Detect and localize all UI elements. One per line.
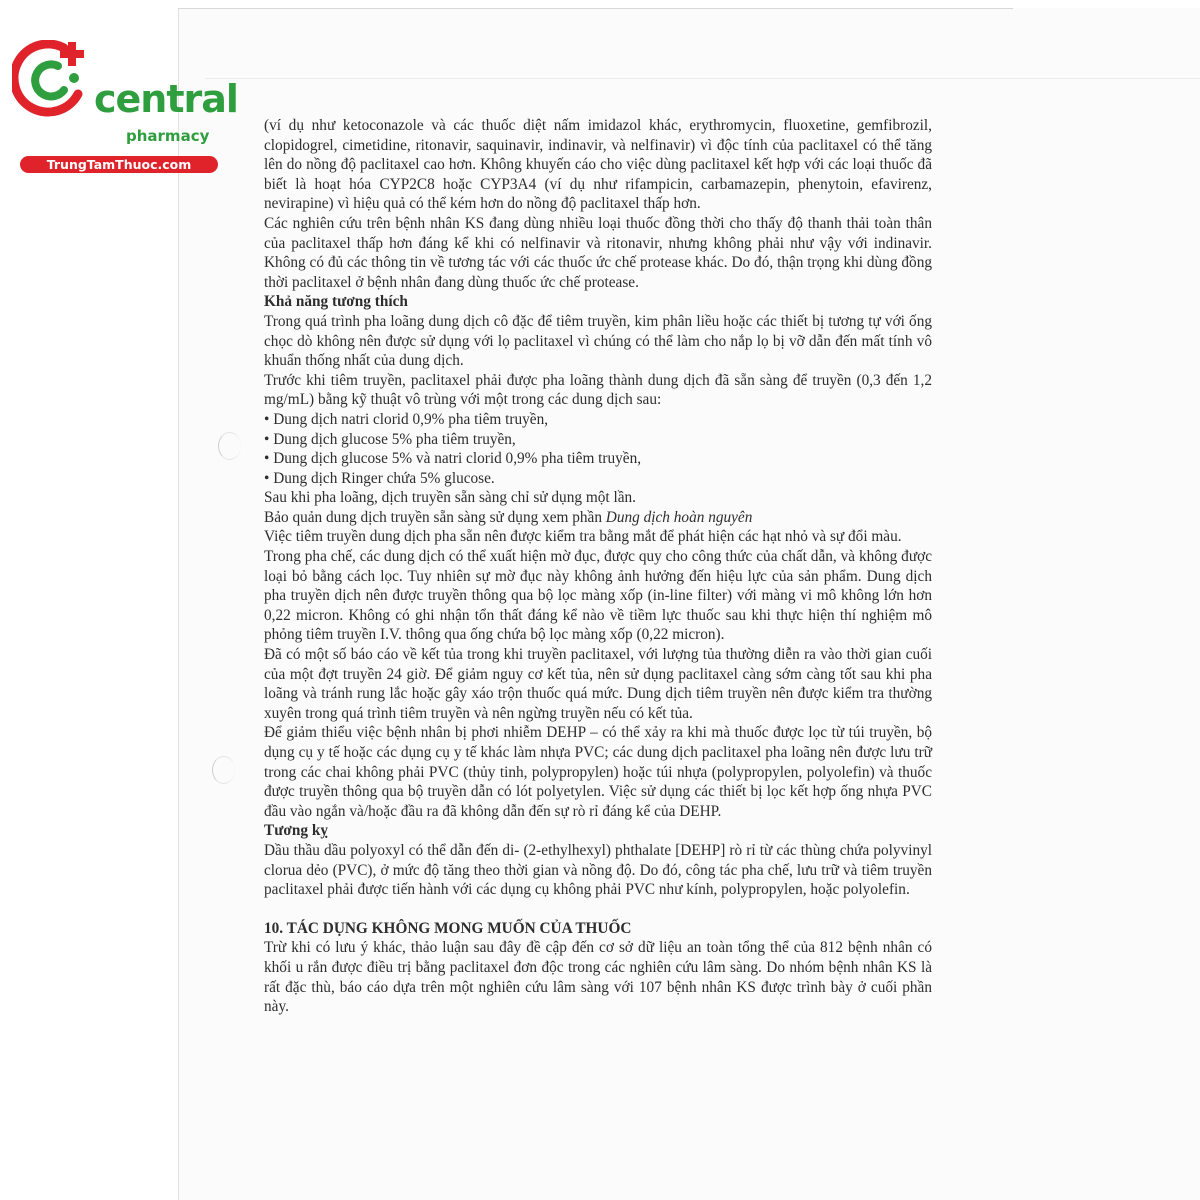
- central-pharmacy-logo[interactable]: [8, 38, 238, 172]
- paragraph: (ví dụ như ketoconazole và các thuốc diệt nấm imidazol khác, erythromycin, fluoxetine, gemfibrozil, clopidogrel, cimetidine, ritonavir, saquinavir, indinavir, và nelfinavir) vì độc tính của paclitaxel có thể tăng lên do nồng độ paclitaxel cao hơn. Không khuyến cáo cho việc dùng paclitaxel kết hợp với các loại thuốc đã biết là hoạt hóa CYP2C8 hoặc CYP3A4 (ví dụ như rifampicin, carbamazepin, phenytoin, efavirenz, nevirapine) vì hiệu quả có thể kém hơn do nồng độ paclitaxel thấp hơn.: [264, 117, 932, 213]
- logo-sub-text: pharmacy: [126, 127, 210, 145]
- paragraph: Để giảm thiểu việc bệnh nhân bị phơi nhiễm DEHP – có thể xảy ra khi mà thuốc được lọc từ túi truyền, bộ dụng cụ y tế hoặc các dụng cụ y tế khác làm nhựa PVC; các dung dịch paclitaxel pha loãng nên được lưu trữ trong các chai không phải PVC (thủy tinh, polypropylen) hoặc túi nhựa (polypropylen, polyolefin) và thuốc được truyền thông qua bộ truyền dẫn có lót polyetylen. Việc sử dụng các thiết bị lọc kết hợp ống nhựa PVC đầu vào ngắn và/hoặc đầu ra đã không dẫn đến sự rò rỉ đáng kể của DEHP.: [264, 724, 932, 820]
- document-body: [264, 116, 932, 1017]
- paragraph: Các nghiên cứu trên bệnh nhân KS đang dùng nhiều loại thuốc đồng thời cho thấy độ thanh thải toàn thân của paclitaxel thấp hơn đáng kể khi có nelfinavir và ritonavir, nhưng không phải như vậy với indinavir. Không có đủ các thông tin về tương tác với các thuốc ức chế protease khác. Do đó, thận trọng khi dùng đồng thời paclitaxel ở bệnh nhân đang dùng thuốc ức chế protease.: [264, 214, 932, 291]
- paragraph-storage: [264, 508, 932, 528]
- storage-reference: Dung dịch hoàn nguyên: [605, 508, 753, 526]
- logo-ring-icon: [12, 40, 92, 118]
- paragraph: Dầu thầu dầu polyoxyl có thể dẫn đến di- (2-ethylhexyl) phthalate [DEHP] rò rỉ từ các thùng chứa polyvinyl clorua dẻo (PVC), ở mức độ tăng theo thời gian và nồng độ. Do đó, công tác pha chế, lưu trữ và tiêm truyền paclitaxel phải được tiến hành với các dụng cụ không phải PVC như kính, polypropylen, hoặc polyolefin.: [264, 841, 932, 899]
- heading-incompatibility: Tương kỵ: [264, 822, 328, 840]
- paragraph: Đã có một số báo cáo về kết tủa trong khi truyền paclitaxel, với lượng tủa thường diễn ra vào thời gian cuối của một đợt truyền 24 giờ. Để giảm nguy cơ kết tủa, nên sử dụng paclitaxel càng sớm càng tốt sau khi pha loãng và tránh rung lắc hoặc gây xáo trộn thuốc quá mức. Dung dịch tiêm truyền nên được kiểm tra thường xuyên trong quá trình tiêm truyền và nên ngừng truyền nếu có kết tủa.: [264, 646, 932, 722]
- heading-compatibility: Khả năng tương thích: [264, 293, 408, 311]
- paragraph: Trong quá trình pha loãng dung dịch cô đặc để tiêm truyền, kim phân liều hoặc các thiết bị tương tự với ống chọc dò không nên được sử dụng với lọ paclitaxel vì chúng có thể làm cho nắp lọ bị vỡ dẫn đến mất tính vô khuẩn thống nhất của dung dịch.: [264, 312, 932, 370]
- section-title-adverse-effects: 10. TÁC DỤNG KHÔNG MONG MUỐN CỦA THUỐC: [264, 919, 632, 937]
- list-item: • Dung dịch glucose 5% pha tiêm truyền,: [264, 430, 932, 450]
- logo-brand-text: central: [94, 77, 238, 121]
- paragraph: Việc tiêm truyền dung dịch pha sẵn nên được kiểm tra bằng mắt để phát hiện các hạt nhỏ và sự đổi màu.: [264, 528, 902, 546]
- punch-hole-mark: [218, 432, 241, 460]
- page-top-edge: [178, 8, 1013, 9]
- logo-website-badge: TrungTamThuoc.com: [20, 156, 218, 173]
- paragraph: Trước khi tiêm truyền, paclitaxel phải được pha loãng thành dung dịch đã sẵn sàng để truyền (0,3 đến 1,2 mg/mL) bằng kỹ thuật vô trùng với một trong các dung dịch sau:: [264, 371, 932, 409]
- paragraph: Trong pha chế, các dung dịch có thể xuất hiện mờ đục, được quy cho công thức của chất dẫn, và không được loại bỏ bằng cách lọc. Tuy nhiên sự mờ đục này không ảnh hưởng đến hiệu lực của sản phẩm. Dung dịch pha truyền dịch nên được truyền thông qua bộ lọc màng xốp (in-line filter) với màng vi mô không lớn hơn 0,22 micron. Không có ghi nhận tổn thất đáng kể nào về tiềm lực thuốc sau khi thực hiện thí nghiệm mô phỏng tiêm truyền I.V. thông qua ống chứa bộ lọc màng xốp (0,22 micron).: [264, 548, 932, 644]
- list-item: • Dung dịch glucose 5% và natri clorid 0,9% pha tiêm truyền,: [264, 449, 932, 469]
- punch-hole-mark: [212, 756, 235, 784]
- list-item: • Dung dịch natri clorid 0,9% pha tiêm truyền,: [264, 410, 932, 430]
- page-fold-line: [205, 78, 1200, 79]
- solution-list: [264, 410, 932, 488]
- paragraph: Trừ khi có lưu ý khác, thảo luận sau đây đề cập đến cơ sở dữ liệu an toàn tổng thể của 812 bệnh nhân có khối u rắn được điều trị bằng paclitaxel đơn độc trong các nghiên cứu lâm sàng. Do nhóm bệnh nhân KS là rất đặc thù, báo cáo dựa trên một nghiên cứu lâm sàng với 107 bệnh nhân KS được trình bày ở cuối phần này.: [264, 939, 932, 1016]
- paragraph: Sau khi pha loãng, dịch truyền sẵn sàng chỉ sử dụng một lần.: [264, 489, 636, 507]
- storage-text: Bảo quản dung dịch truyền sẵn sàng sử dụng xem phần: [264, 508, 606, 526]
- section-spacer: [264, 900, 932, 919]
- list-item: • Dung dịch Ringer chứa 5% glucose.: [264, 469, 932, 489]
